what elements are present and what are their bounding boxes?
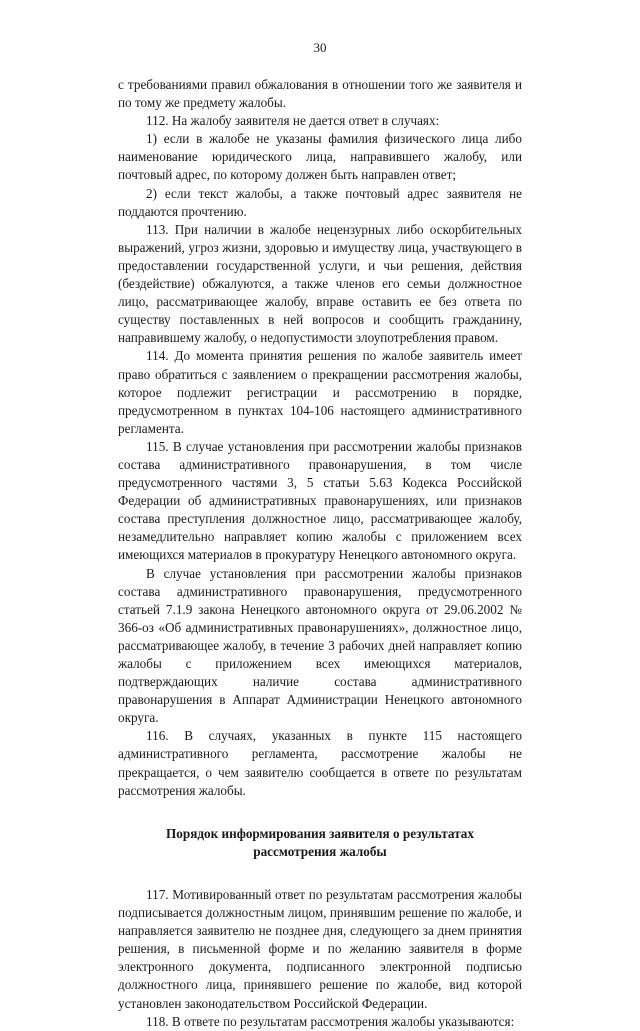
paragraph-114: 114. До момента принятия решения по жалобе заявитель имеет право обратиться с заявлением о прекращении рассмотрения жалобы, которое подлежит регистрации и рассмотрению в порядке, предусмотренном в пунктах 104-106 настоящего административного регламента. bbox=[118, 348, 522, 436]
section-heading bbox=[118, 825, 522, 861]
section-heading-line-1: Порядок информирования заявителя о результатах bbox=[166, 825, 474, 841]
section-heading-line-2: рассмотрения жалобы bbox=[253, 843, 387, 859]
paragraph-116: 116. В случаях, указанных в пункте 115 настоящего административного регламента, рассмотрение жалобы не прекращается, о чем заявителю сообщается в ответе по результатам рассмотрения жалобы. bbox=[118, 728, 522, 798]
paragraph-112-item-1: 1) если в жалобе не указаны фамилия физического лица либо наименование юридического лица, направившего жалобу, или почтовый адрес, по которому должен быть направлен ответ; bbox=[118, 131, 522, 183]
paragraph-113: 113. При наличии в жалобе нецензурных либо оскорбительных выражений, угроз жизни, здоровью и имуществу лица, участвующего в предоставлении государственной услуги, и чьи решения, действия (бездействие) обжалуются, а также членов его семьи должностное лицо, рассматривающее жалобу, вправе оставить ее без ответа по существу поставленных в ней вопросов и сообщить гражданину, направившему жалобу, о недопустимости злоупотребления правом. bbox=[118, 221, 522, 346]
paragraph-112: 112. На жалобу заявителя не дается ответ в случаях: bbox=[146, 113, 440, 129]
paragraph-115: 115. В случае установления при рассмотрении жалобы признаков состава административного правонарушения, в том числе предусмотренного частями 3, 5 статьи 5.63 Кодекса Российской Федерации об административных правонарушениях, или признаков состава преступления должностное лицо, рассматривающее жалобу, незамедлительно направляет копию жалобы с приложением всех имеющихся материалов в прокуратуру Ненецкого автономного округа. bbox=[118, 438, 522, 563]
paragraph-115-part-2: В случае установления при рассмотрении жалобы признаков состава административного правонарушения, предусмотренного статьей 7.1.9 закона Ненецкого автономного округа от 29.06.2002 № 366-оз «Об административных правонарушениях», должностное лицо, рассматривающее жалобу, в течение 3 рабочих дней направляет копию жалобы с приложением всех имеющихся материалов, подтверждающих наличие состава административного правонарушения в Аппарат Администрации Ненецкого автономного округа. bbox=[118, 565, 522, 726]
paragraph-continuation: с требованиями правил обжалования в отношении того же заявителя и по тому же предмету жалобы. bbox=[118, 77, 522, 111]
paragraph-118: 118. В ответе по результатам рассмотрения жалобы указываются: bbox=[146, 1013, 515, 1029]
paragraph-112-item-2: 2) если текст жалобы, а также почтовый адрес заявителя не поддаются прочтению. bbox=[118, 185, 522, 219]
document-body bbox=[118, 76, 522, 1031]
paragraph-117: 117. Мотивированный ответ по результатам рассмотрения жалобы подписывается должностным лицом, принявшим решение по жалобе, и направляется заявителю не позднее дня, следующего за днем принятия решения, в письменной форме и по желанию заявителя в форме электронного документа, подписанного электронной подписью должностного лица, принявшего решение по жалобе, вид которой установлен законодательством Российской Федерации. bbox=[118, 886, 522, 1011]
page-number: 30 bbox=[313, 40, 327, 55]
